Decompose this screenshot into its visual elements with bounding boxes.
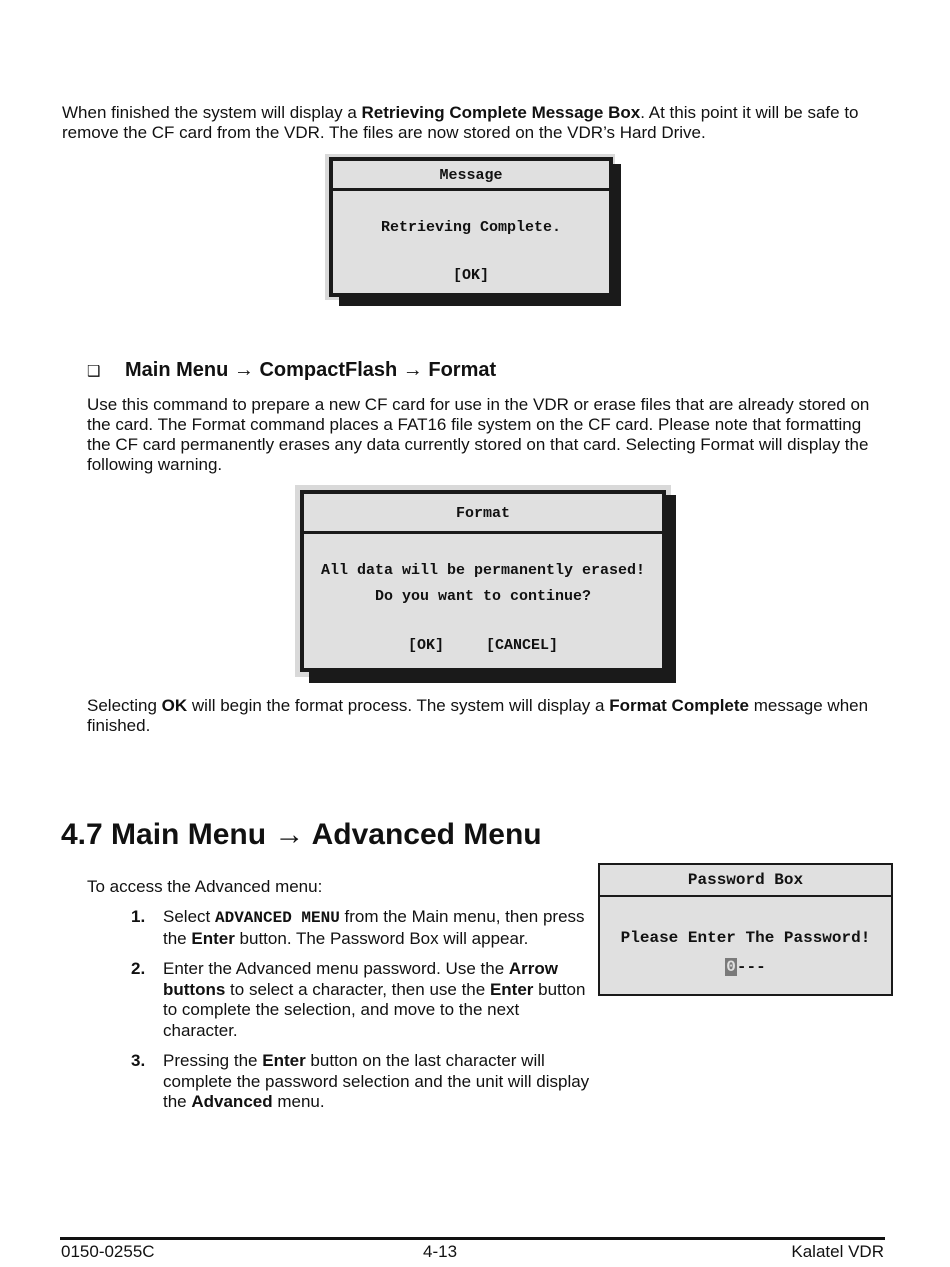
format-dialog-line1: All data will be permanently erased!: [320, 562, 646, 579]
after-text-1: Selecting: [87, 696, 162, 715]
step-bold: Enter: [489, 979, 534, 999]
format-dialog: [300, 490, 666, 672]
footer-page-number: 4-13: [423, 1242, 458, 1261]
format-heading-text: Main Menu → CompactFlash → Format: [125, 359, 497, 381]
message-ok-button: [OK]: [452, 267, 489, 284]
format-after-paragraph: [87, 696, 882, 736]
step-bold: Enter: [262, 1051, 306, 1070]
password-box-title: Password Box: [600, 865, 891, 897]
intro-text-1: When finished the system will display a: [62, 103, 362, 122]
format-dialog-buttons: [304, 637, 662, 654]
step-text: to select a character, then use the: [225, 979, 490, 999]
intro-text-2: . At this point it will be safe to remove the CF card from the VDR. The files are now stored on the VDR’s Hard Drive.: [62, 103, 859, 142]
format-cancel-button: [CANCEL]: [486, 637, 559, 654]
step-number: 1.: [131, 907, 146, 926]
intro-paragraph: [62, 103, 882, 143]
password-placeholder: ---: [736, 958, 766, 976]
password-entry: [600, 958, 891, 976]
step-text: menu.: [272, 1092, 325, 1111]
footer-product: Kalatel VDR: [791, 1242, 884, 1261]
step-text: Select: [163, 907, 215, 926]
message-dialog-figure: [325, 154, 625, 309]
list-item: [131, 959, 591, 1041]
password-cursor: 0: [726, 958, 736, 976]
format-paragraph: Use this command to prepare a new CF card for use in the VDR or erase files that are already stored on the card. The Format command places a FAT16 file system on the CF card. Please note that formatting the CF card permanently erases any data currently stored on that card. Selecting Format will display the following warning.: [87, 395, 870, 474]
after-bold-ok: OK: [161, 696, 188, 715]
step-number: 3.: [131, 1051, 146, 1070]
step-bold: Advanced: [191, 1092, 273, 1111]
section-heading: 4.7 Main Menu → Advanced Menu: [61, 818, 542, 851]
footer-rule: [60, 1237, 885, 1240]
step-text: from the Main menu, then press the: [163, 907, 585, 948]
list-item: [131, 1051, 591, 1113]
message-dialog: [329, 157, 613, 297]
step-bold: Enter: [191, 928, 235, 948]
step-text: button on the last character will complete the password selection and the unit will display the: [163, 1051, 590, 1111]
step-text: Pressing the: [163, 1051, 263, 1070]
step-text: button. The Password Box will appear.: [234, 928, 529, 948]
advanced-intro: To access the Advanced menu:: [87, 877, 323, 896]
message-dialog-title: Message: [333, 161, 609, 191]
advanced-steps-list: [131, 907, 591, 1123]
message-dialog-text: Retrieving Complete.: [380, 219, 562, 236]
after-text-2: will begin the format process. The system will display a: [187, 696, 610, 715]
after-text-3: message when finished.: [87, 696, 869, 735]
step-bold: Arrow buttons: [163, 959, 558, 999]
format-dialog-line2: Do you want to continue?: [374, 588, 592, 605]
step-text: Enter the Advanced menu password. Use the: [163, 959, 509, 978]
password-box: [598, 863, 893, 996]
password-prompt: Please Enter The Password!: [620, 929, 871, 947]
format-dialog-title: Format: [304, 494, 662, 534]
format-dialog-figure: [295, 485, 680, 685]
step-number: 2.: [131, 959, 146, 978]
footer-doc-number: 0150-0255C: [61, 1242, 155, 1261]
format-ok-button: [OK]: [407, 637, 444, 654]
checkbox-bullet-icon: ❑: [87, 363, 101, 380]
intro-bold: Retrieving Complete Message Box: [361, 103, 641, 122]
after-bold-format-complete: Format Complete: [609, 696, 749, 715]
step-mono-text: ADVANCED MENU: [214, 909, 340, 927]
step-text: button to complete the selection, and move to the next character.: [163, 979, 586, 1040]
list-item: [131, 907, 591, 949]
